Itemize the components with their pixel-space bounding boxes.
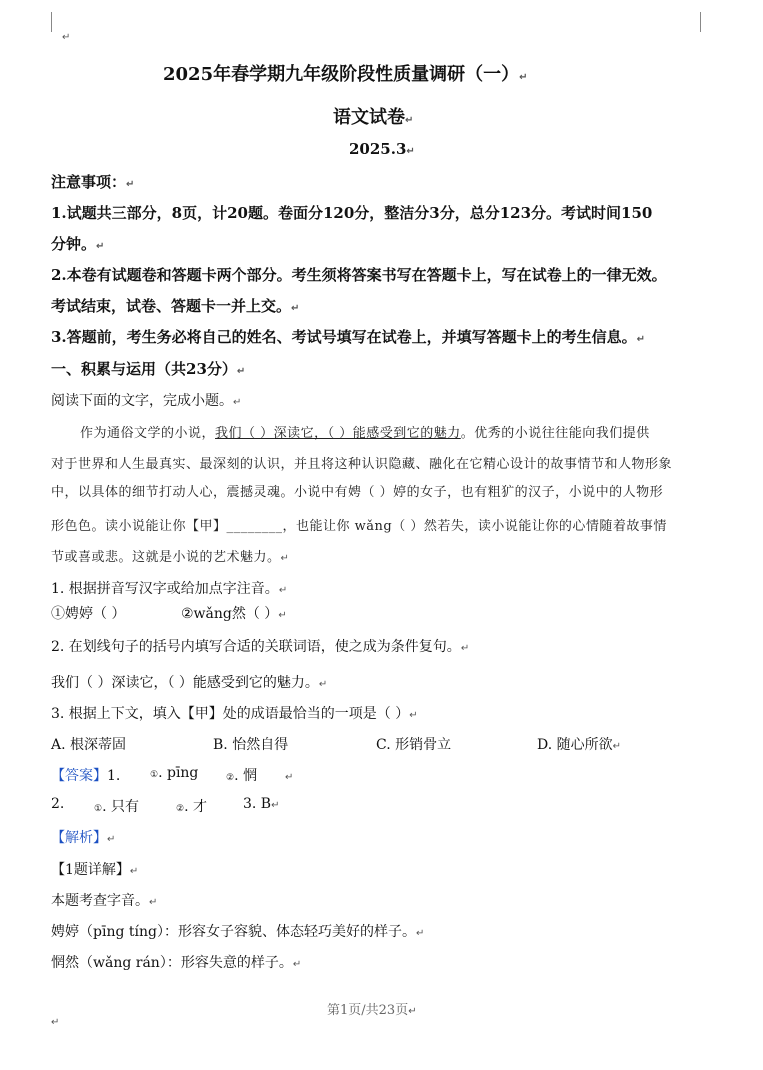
passage-line-4: 形色色。读小说能让你【甲】________，也能让你 wǎng（ ）然若失，读小说能让你的心情随着故事情 [51,519,667,534]
answer-label: 【答案】 [51,768,107,784]
option-b: B. 怡然自得 [213,737,289,753]
exam-date: 2025.3↵ [349,140,415,158]
question-1-item-2: ②wǎng然（ ）↵ [181,606,287,622]
answer-row-1: 【答案】1. [51,768,121,784]
analysis-line-2: 娉婷（pīng tíng）：形容女子容貌、体态轻巧美好的样子。↵ [51,924,425,940]
page-number: 第1页/共23页↵ [327,1003,417,1018]
notes-heading: 注意事项：↵ [51,173,135,191]
analysis-line-3: 惘然（wǎng rán）：形容失意的样子。↵ [51,955,302,971]
paragraph-mark: ↵ [405,115,414,126]
exam-title: 2025年春学期九年级阶段性质量调研（一）↵ [163,64,528,85]
corner-mark-left [51,12,52,32]
answer-row-2: 2. [51,796,65,812]
answer-2-b: ②. 才 [176,799,207,815]
passage-line-2: 对于世界和人生最真实、最深刻的认识，并且将这种认识隐藏、融化在它精心设计的故事情节和人物形象 [51,457,673,472]
option-a: A. 根深蒂固 [51,737,127,753]
paragraph-mark: ↵ [519,72,528,83]
analysis-line-1: 本题考查字音。↵ [51,893,158,909]
passage-line-1: 作为通俗文学的小说，我们（ ）深读它，（ ）能感受到它的魅力。优秀的小说往往能向我们提供 [80,426,650,441]
paragraph-mark: ↵ [51,1017,60,1028]
paragraph-mark: ↵ [406,146,415,157]
detail-heading: 【1题详解】↵ [51,862,139,878]
underlined-sentence: 我们（ ）深读它，（ ）能感受到它的魅力 [215,426,461,441]
answer-2-a: ①. 只有 [94,799,139,815]
exam-subtitle: 语文试卷↵ [333,107,414,128]
question-2: 2. 在划线句子的括号内填写合适的关联词语，使之成为条件复句。↵ [51,639,470,655]
answer-3: 3. B↵ [243,796,280,812]
notes-item-1-line-2: 分钟。↵ [51,235,105,253]
passage-line-5: 节或喜或悲。这就是小说的艺术魅力。↵ [51,550,290,565]
answer-1-b: ②. 惘 ↵ [226,768,294,784]
question-1-item-1: ①娉婷（ ） [51,606,126,622]
paragraph-mark: ↵ [62,32,71,43]
notes-item-1-line-1: 1.试题共三部分，8页，计20题。卷面分120分，整洁分3分，总分123分。考试时间150 [51,204,653,222]
question-1: 1. 根据拼音写汉字或给加点字注音。↵ [51,581,288,597]
notes-item-3: 3.答题前，考生务必将自己的姓名、考试号填写在试卷上，并填写答题卡上的考生信息。↵ [51,328,646,346]
option-d: D. 随心所欲↵ [537,737,622,753]
section-heading: 一、积累与运用（共23分）↵ [51,360,246,378]
notes-item-2-line-1: 2.本卷有试题卷和答题卡两个部分。考生须将答案书写在答题卡上，写在试卷上的一律无效。 [51,266,667,284]
answer-1-a: ①. pīng [150,765,199,781]
notes-item-2-line-2: 考试结束，试卷、答题卡一并上交。↵ [51,297,300,315]
question-2-sentence: 我们（ ）深读它，（ ）能感受到它的魅力。↵ [51,675,328,691]
reading-instruction: 阅读下面的文字，完成小题。↵ [51,393,242,409]
analysis-label: 【解析】↵ [51,830,116,846]
passage-line-3: 中，以具体的细节打动人心，震撼灵魂。小说中有娉（ ）婷的女子，也有粗犷的汉子，小说中的人物形 [51,485,664,500]
corner-mark-right [700,12,701,32]
question-3: 3. 根据上下文，填入【甲】处的成语最恰当的一项是（ ）↵ [51,706,418,722]
option-c: C. 形销骨立 [376,737,452,753]
